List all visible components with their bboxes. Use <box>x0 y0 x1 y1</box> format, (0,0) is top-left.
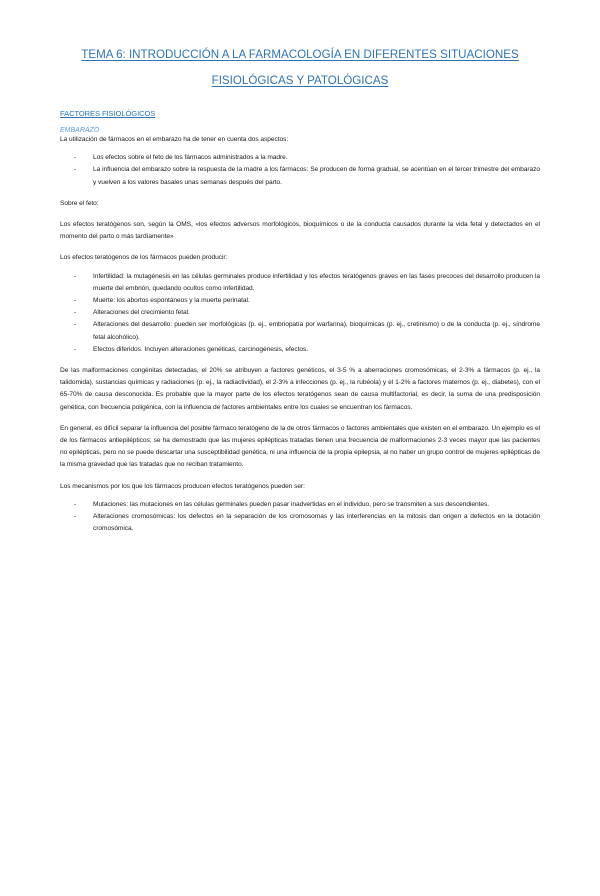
list-item: - Infertilidad: la mutagénesis en las células germinales produce infertilidad y los efectos teratógenos graves en las fases precoces del desarrollo producen la muerte del embrión, quedando ocultos como infertilidad. <box>74 272 540 292</box>
list-item: - Alteraciones cromosómicas: los defectos en la separación de los cromosomas y las interferencias en la mitosis dan origen a defectos en la dotación cromosómica. <box>74 513 540 533</box>
bullet-dash: - <box>74 272 77 280</box>
bullet-dash: - <box>74 297 77 305</box>
fetus-heading: Sobre el feto: <box>60 199 99 207</box>
subsection-heading: EMBARAZO <box>60 127 100 134</box>
effects-list <box>60 271 540 356</box>
list-item: - Efectos diferidos. Incluyen alteraciones genéticas, carcinogénesis, efectos. <box>60 344 540 356</box>
effects-intro-paragraph: Los efectos teratógenos de los fármacos pueden producir: <box>60 254 228 262</box>
bullet-dash: - <box>74 345 77 353</box>
list-item: - Alteraciones del crecimiento fetal. <box>60 307 540 319</box>
bullet-dash: - <box>74 321 77 329</box>
section-heading: FACTORES FISIOLÓGICOS <box>60 109 156 118</box>
bullet-dash: - <box>74 500 77 508</box>
list-item: - Mutaciones: las mutaciones en las células germinales pueden pasar inadvertidas en el individuo, pero se transmiten a sus descendientes. <box>60 499 540 511</box>
list-item: - Muerte: los abortos espontáneos y la muerte perinatal. <box>60 295 540 307</box>
aspects-list <box>60 152 540 189</box>
general-paragraph: En general, es difícil separar la influencia del posible fármaco teratógeno de la de otros fármacos o factores ambientales que existen en el embarazo. Un ejemplo es el de los fármacos antiepilépticos; se ha demostrado que las mujeres epilépticas tratadas tienen una frecuencia de malformaciones 2-3 veces mayor que las pacientes no epilépticas, pero no se puede descartar una susceptibilidad genética, ni una influencia de la propia epilepsia, al no haber un grupo control de mujeres epilépticas de la misma gravedad que las tratadas que no reciban tratamiento. <box>60 424 540 469</box>
document-title-line-1: TEMA 6: INTRODUCCIÓN A LA FARMACOLOGÍA EN DIFERENTES SITUACIONES <box>81 48 519 61</box>
intro-paragraph: La utilización de fármacos en el embarazo ha de tener en cuenta dos aspectos: <box>60 136 289 143</box>
mechanisms-intro-paragraph: Los mecanismos por los que los fármacos producen efectos teratógenos pueden ser: <box>60 482 305 490</box>
document-page <box>0 48 600 896</box>
bullet-dash: - <box>74 513 77 521</box>
bullet-dash: - <box>74 154 77 162</box>
definition-paragraph: Los efectos teratógenos son, según la OMS, «los efectos adversos morfológicos, bioquímicos o de la conducta causados durante la vida fetal y detectados en el momento del parto o más tardíamente» <box>60 221 540 241</box>
mechanisms-list <box>60 499 540 536</box>
bullet-dash: - <box>74 166 77 174</box>
malformations-paragraph: De las malformaciones congénitas detectadas, el 20% se atribuyen a factores genéticos, el 3-5 % a aberraciones cromosómicas, el 2-3% a fármacos (p. ej., la talidomida), sustancias químicas y radiaciones (p. ej., la radiactividad), el 2-3% a infecciones (p. ej., la rubéola) y el 1-2% a factores maternos (p. ej., diabetes), con el 65-70% de causa desconocida. Es probable que la mayor parte de los efectos teratógenos sean de causa multifactorial, es decir, la suma de una predisposición genética, con frecuencia poligénica, con la influencia de factores ambientales entre los cuales se encuentran los fármacos. <box>60 367 540 411</box>
bullet-dash: - <box>74 309 77 317</box>
list-item: - La influencia del embarazo sobre la respuesta de la madre a los fármacos: Se producen de forma gradual, se acentúan en el tercer trimestre del embarazo y vuelven a los valores basales unas semanas después del parto. <box>74 166 540 186</box>
list-item: - Los efectos sobre el feto de los fármacos administrados a la madre. <box>60 152 540 164</box>
list-item: - Alteraciones del desarrollo: pueden ser morfológicas (p. ej., embriopatía por warfarina), bioquímicas (p. ej., cretinismo) o de la conducta (p. ej., síndrome fetal alcohólico). <box>74 321 540 341</box>
document-title-line-2: FISIOLÓGICAS Y PATOLÓGICAS <box>211 74 389 87</box>
